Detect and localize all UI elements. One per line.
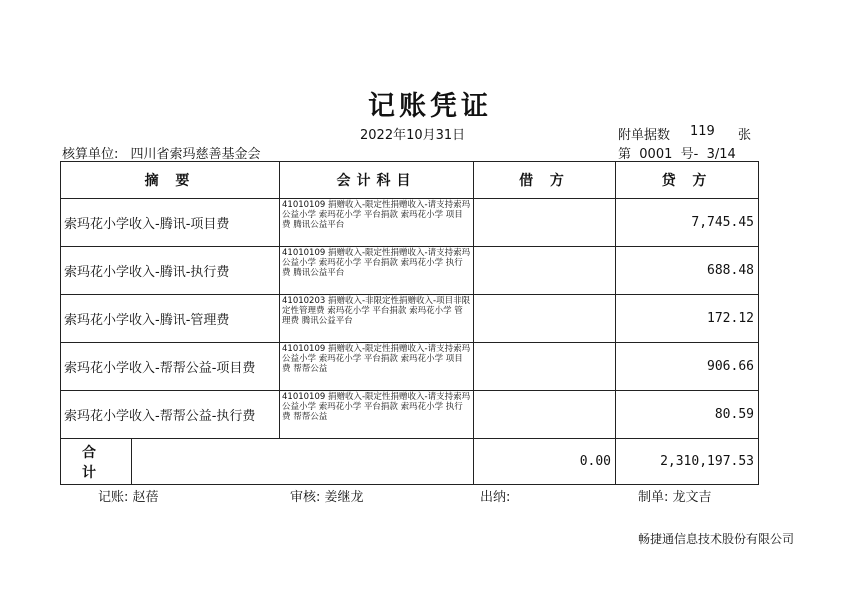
table-row	[61, 391, 759, 439]
entry-summary: 索玛花小学收入-腾讯-执行费	[61, 247, 280, 295]
entry-account: 41010109 捐赠收入-限定性捐赠收入-请支持索玛公益小学 索玛花小学 平台捐款 索玛花小学 项目费 帮帮公益	[280, 343, 474, 391]
entry-credit: 688.48	[616, 247, 759, 295]
table-row	[61, 295, 759, 343]
total-debit: 0.00	[474, 439, 616, 485]
attachment-label: 附单据数	[618, 128, 671, 143]
entry-account: 41010203 捐赠收入-非限定性捐赠收入-项目非限定性管理费 索玛花小学 平台捐款 索玛花小学 管理费 腾讯公益平台	[280, 295, 474, 343]
entry-debit	[474, 247, 616, 295]
entry-account: 41010109 捐赠收入-限定性捐赠收入-请支持索玛公益小学 索玛花小学 平台捐款 索玛花小学 执行费 帮帮公益	[280, 391, 474, 439]
voucher-page: 3/14	[706, 147, 736, 162]
voucher-date: 2022年10月31日	[360, 128, 466, 143]
table-row	[61, 343, 759, 391]
voucher-number-value: 0001	[639, 147, 673, 162]
cashier-signature: 出纳:	[480, 490, 511, 505]
preparer-signature: 制单: 龙文吉	[638, 490, 712, 505]
total-credit: 2,310,197.53	[616, 439, 759, 485]
accounting-unit-value: 四川省索玛慈善基金会	[130, 147, 261, 162]
entry-summary: 索玛花小学收入-腾讯-管理费	[61, 295, 280, 343]
accounting-unit-label: 核算单位:	[62, 147, 119, 162]
voucher-number-prefix: 第	[618, 147, 632, 162]
entry-account: 41010109 捐赠收入-限定性捐赠收入-请支持索玛公益小学 索玛花小学 平台捐款 索玛花小学 执行费 腾讯公益平台	[280, 247, 474, 295]
table-header-row	[61, 162, 759, 199]
total-label: 合 计	[61, 439, 132, 484]
voucher-table	[60, 161, 759, 485]
entry-credit: 7,745.45	[616, 199, 759, 247]
entry-account: 41010109 捐赠收入-限定性捐赠收入-请支持索玛公益小学 索玛花小学 平台捐款 索玛花小学 项目费 腾讯公益平台	[280, 199, 474, 247]
attachment-unit: 张	[738, 128, 752, 143]
total-label-cell	[61, 439, 474, 485]
entry-debit	[474, 343, 616, 391]
entry-credit: 906.66	[616, 343, 759, 391]
header-account: 会计科目	[280, 162, 474, 199]
header-summary: 摘 要	[61, 162, 280, 199]
entry-debit	[474, 391, 616, 439]
voucher-number	[618, 143, 736, 162]
entry-summary: 索玛花小学收入-帮帮公益-项目费	[61, 343, 280, 391]
table-row	[61, 247, 759, 295]
entry-debit	[474, 199, 616, 247]
reviewer-signature: 审核: 姜继龙	[290, 490, 364, 505]
voucher-number-suffix: 号-	[680, 147, 699, 162]
table-row	[61, 199, 759, 247]
header-credit: 贷 方	[616, 162, 759, 199]
software-company: 畅捷通信息技术股份有限公司	[638, 532, 795, 546]
total-row	[61, 439, 759, 485]
entry-summary: 索玛花小学收入-腾讯-项目费	[61, 199, 280, 247]
entry-credit: 80.59	[616, 391, 759, 439]
header-debit: 借 方	[474, 162, 616, 199]
entry-summary: 索玛花小学收入-帮帮公益-执行费	[61, 391, 280, 439]
accounting-unit	[62, 143, 261, 162]
voucher-title: 记账凭证	[368, 91, 492, 122]
attachment-count: 119	[690, 124, 715, 139]
bookkeeper-signature: 记账: 赵蓓	[98, 490, 159, 505]
entry-debit	[474, 295, 616, 343]
entry-credit: 172.12	[616, 295, 759, 343]
